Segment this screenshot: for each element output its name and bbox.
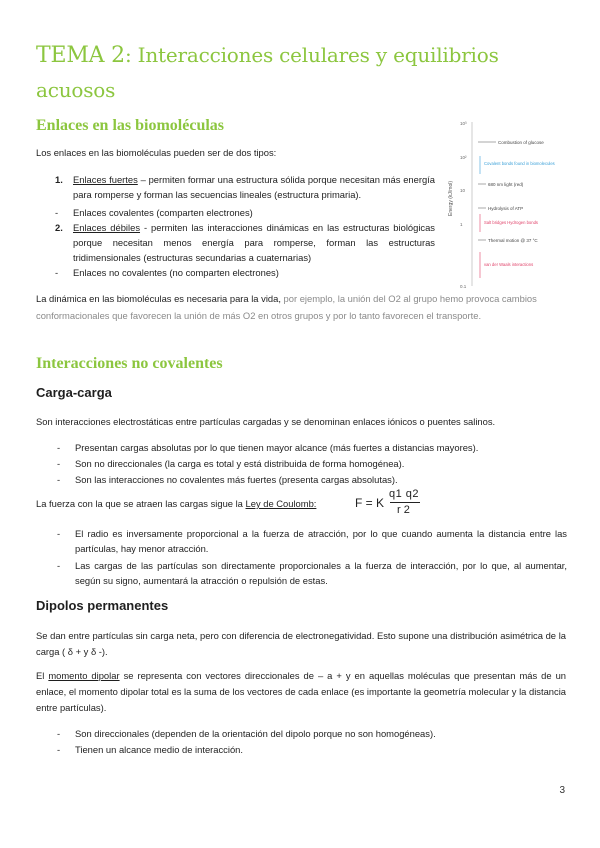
subheading-carga-carga: Carga-carga xyxy=(36,385,112,400)
dipolos-p2: El momento dipolar se representa con vectores direccionales de – a + y en aquellas moléculas que presentan más de un enlace, el momento dipolar total es la suma de los vectores de cada enlace (es importante la geometría molecular y la distancia entre partículas). xyxy=(36,670,567,713)
coulomb-law-link: Ley de Coulomb: xyxy=(245,498,317,509)
annotation: van der Waals interactions xyxy=(484,262,534,267)
subheading-dipolos: Dipolos permanentes xyxy=(36,598,169,613)
tick-label: 10 xyxy=(460,188,466,193)
annotation: Combustion of glucose xyxy=(498,140,544,145)
annotation: Hydrolysis of ATP xyxy=(488,206,524,211)
annotation: Thermal motion @ 37 °C xyxy=(488,238,538,243)
section1-intro: Los enlaces en las biomoléculas pueden ser de dos tipos: xyxy=(36,147,277,158)
momento-dipolar-link: momento dipolar xyxy=(48,670,120,681)
dynamics-paragraph: La dinámica en las biomoléculas es necesaria para la vida, por ejemplo, la unión del O2 al grupo hemo provoca cambios conformacionales que favorecen la unión de más O2 en otros grupos y por lo tanto favorecen el transporte. xyxy=(36,293,537,321)
section-heading-no-covalentes: Interacciones no covalentes xyxy=(36,355,223,372)
tick-label: 0.1 xyxy=(460,284,467,289)
dipolos-p1: Se dan entre partículas sin carga neta, pero con diferencia de electronegatividad. Esto supone una distribución asimétrica de la carga ( δ + y δ -). xyxy=(36,630,566,657)
annotation: Salt bridges Hydrogen bonds xyxy=(484,220,539,225)
tick-label: 10³ xyxy=(460,121,467,126)
coulomb-formula: F = K q1 q2 r 2 xyxy=(355,488,420,516)
annotation: 680 nm light (red) xyxy=(488,182,524,187)
title-prefix: TEMA 2 xyxy=(36,43,125,68)
tick-label: 10² xyxy=(460,155,467,160)
energy-scale-figure xyxy=(448,116,578,294)
tick-label: 1 xyxy=(460,222,463,227)
carga-intro: Son interacciones electrostáticas entre partículas cargadas y se denominan enlaces iónicos o puentes salinos. xyxy=(36,416,496,427)
page-number: 3 xyxy=(559,785,565,796)
annotation: Covalent bonds found in biomolecules xyxy=(484,161,555,166)
coulomb-line: La fuerza con la que se atraen las cargas sigue la Ley de Coulomb: xyxy=(36,498,317,509)
axis-label: Energy (kJ/mol) xyxy=(448,180,454,216)
section-heading-enlaces: Enlaces en las biomoléculas xyxy=(36,117,225,134)
title-text: Interacciones celulares y equilibrios acuosos xyxy=(36,43,499,102)
page-title: TEMA 2: Interacciones celulares y equilibrios acuosos xyxy=(36,43,499,102)
